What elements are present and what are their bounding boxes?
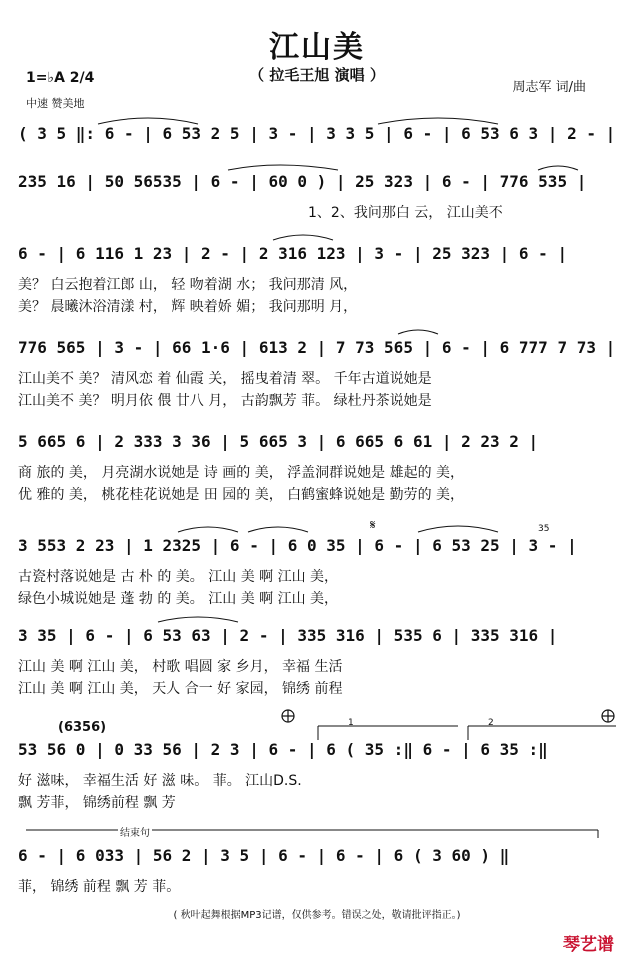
lyric-line-1: 古瓷村落说她是 古 朴 的 美。 江山 美 啊 江山 美， [18, 569, 339, 585]
lyric-line-2: 江山 美 啊 江山 美， 天人 合一 好 家园， 锦绣 前程 [18, 681, 343, 697]
score-row-2 [18, 168, 616, 228]
composer-credit: 周志军 词/曲 [512, 80, 586, 95]
score-row-4 [18, 332, 616, 412]
lyric-line-2: 飘 芳菲， 锦绣前程 飘 芳 [18, 795, 176, 811]
notation-line: 3 553 2 23 | 1 2325 | 6 - | 6 0 35 | 6 - | 6 53 25 | 3 - | [18, 536, 577, 555]
score-row-9 [18, 824, 616, 894]
score-row-7 [18, 620, 616, 700]
notation-line: 235 16 | 50 56535 | 6 - | 60 0 ) | 25 323 | 6 - | 776 535 | [18, 172, 587, 191]
notation-line: ( 3 5 ‖: 6 - | 6 53 2 5 | 3 - | 3 3 5 | 6 - | 6 53 6 3 | 2 - | [18, 124, 616, 143]
lyric-line-1: 商 旅的 美， 月亮湖水说她是 诗 画的 美， 浮盖洞群说她是 雄起的 美， [18, 465, 465, 481]
score-row-8 [18, 716, 616, 816]
notation-line: 6 - | 6 116 1 23 | 2 - | 2 316 123 | 3 - | 25 323 | 6 - | [18, 244, 568, 263]
lyric-line-2: 美？ 晨曦沐浴清漾 村， 辉 映着娇 媚； 我问那明 月， [18, 299, 358, 315]
coda-label: 结束句 [118, 824, 152, 839]
lyric-line-2: 优 雅的 美， 桃花桂花说她是 田 园的 美， 白鹤蜜蜂说她是 勤劳的 美， [18, 487, 465, 503]
notation-line: 6 - | 6 033 | 56 2 | 3 5 | 6 - | 6 - | 6 ( 3 60 ) ‖ [18, 846, 510, 865]
lyric-line-1: 1、2、我问那白 云， 江山美不 [308, 205, 503, 221]
lyric-line-2: 江山美不 美？ 明月依 偎 廿八 月， 古韵飘芳 菲。 绿杜丹茶说她是 [18, 393, 432, 409]
segno-sign: 𝄋 [370, 518, 376, 533]
site-logo: 琴艺谱 [563, 935, 614, 955]
key-signature: 1=♭A 2/4 [26, 70, 95, 86]
lyric-line-1: 江山 美 啊 江山 美， 村歌 唱圆 家 乡月， 幸福 生活 [18, 659, 343, 675]
tempo-marking: 中速 赞美地 [26, 97, 85, 110]
grace-note: 35 [538, 524, 550, 534]
performer-subtitle: （ 拉毛王旭 演唱 ） [249, 66, 385, 84]
score-row-6 [18, 518, 616, 608]
transcription-note: ( 秋叶起舞根据MP3记谱，仅供参考。错误之处，敬请批评指正。) [173, 910, 461, 921]
notation-line: 776 565 | 3 - | 66 1·6 | 613 2 | 7 73 565 | 6 - | 6 777 7 73 | [18, 338, 616, 357]
notation-line: 53 56 0 | 0 33 56 | 2 3 | 6 - | 6 ( 35 :‖ 6 - | 6 35 :‖ [18, 740, 548, 759]
notation-line: 5 665 6 | 2 333 3 36 | 5 665 3 | 6 665 6 61 | 2 23 2 | [18, 432, 539, 451]
volta-2-label: 2 [488, 718, 494, 728]
lyric-line-2: 绿色小城说她是 蓬 勃 的 美。 江山 美 啊 江山 美， [18, 591, 339, 607]
lyric-line-1: 菲， 锦绣 前程 飘 芳 菲。 [18, 879, 181, 895]
lyric-line-1: 好 滋味， 幸福生活 好 滋 味。 菲。 江山D.S. [18, 773, 302, 789]
notation-line: 3 35 | 6 - | 6 53 63 | 2 - | 335 316 | 535 6 | 335 316 | [18, 626, 558, 645]
lyric-line-1: 江山美不 美？ 清风恋 着 仙霞 关， 摇曳着清 翠。 千年古道说她是 [18, 371, 432, 387]
song-title: 江山美 [269, 30, 365, 65]
variant-notes: (6356) [58, 720, 107, 735]
lyric-line-1: 美？ 白云抱着江郎 山， 轻 吻着湖 水； 我问那清 风， [18, 277, 358, 293]
score-row-1 [18, 118, 616, 158]
score-row-3 [18, 238, 616, 318]
score-row-5 [18, 426, 616, 506]
volta-1-label: 1 [348, 718, 354, 728]
